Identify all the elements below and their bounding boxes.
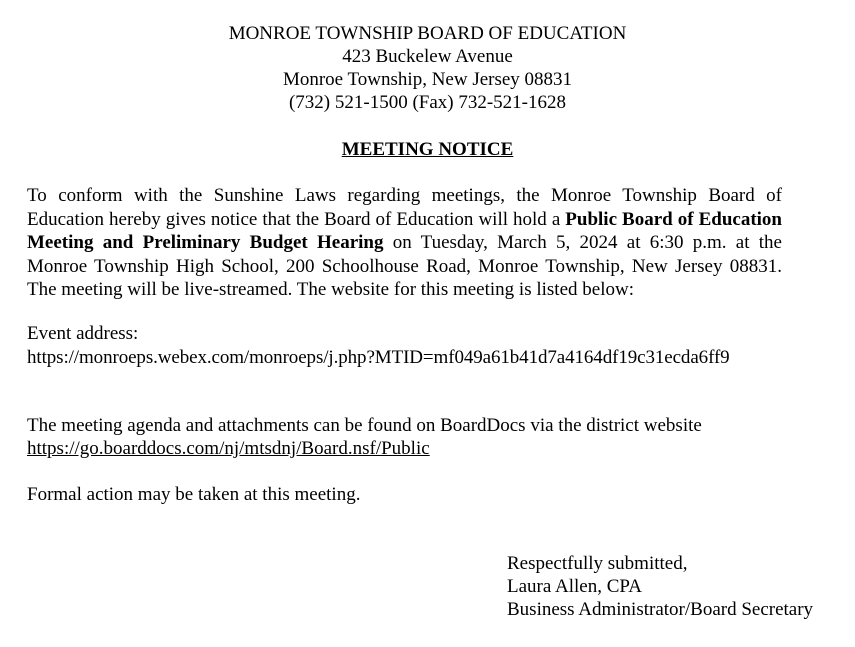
street-address: 423 Buckelew Avenue: [342, 46, 513, 67]
formal-action-statement: Formal action may be taken at this meeting.: [27, 484, 361, 505]
letterhead: [0, 22, 855, 114]
signer-title: Business Administrator/Board Secretary: [507, 599, 814, 620]
meeting-name-bold: Public Board of Education Meeting and Preliminary Budget Hearing: [27, 208, 782, 253]
notice-body-details: on Tuesday, March 5, 2024 at 6:30 p.m. at the Monroe Township High School, 200 Schoolhouse Road, Monroe Township, New Jersey 08831. The meeting will be live-streamed. The website for this meeting is listed below:: [27, 232, 782, 300]
city-state-zip: Monroe Township, New Jersey 08831: [282, 69, 573, 90]
phone-fax: (732) 521-1500 (Fax) 732-521-1628: [288, 92, 567, 113]
event-address-url: https://monroeps.webex.com/monroeps/j.php?MTID=mf049a61b41d7a4164df19c31ecda6ff9: [27, 347, 730, 368]
agenda-info-text: The meeting agenda and attachments can be found on BoardDocs via the district website: [27, 415, 702, 436]
event-address-label: Event address:: [27, 323, 139, 344]
signature-closing: Respectfully submitted,: [507, 553, 688, 574]
notice-title: MEETING NOTICE: [341, 139, 514, 160]
boarddocs-link[interactable]: https://go.boarddocs.com/nj/mtsdnj/Board.nsf/Public: [27, 438, 430, 459]
signature-block: [507, 552, 813, 621]
notice-body-paragraph: [27, 184, 782, 302]
signer-name: Laura Allen, CPA: [507, 576, 642, 597]
organization-name: MONROE TOWNSHIP BOARD OF EDUCATION: [228, 23, 627, 44]
notice-body-intro: To conform with the Sunshine Laws regarding meetings, the Monroe Township Board of Education hereby gives notice that the Board of Education will hold a: [27, 185, 782, 230]
